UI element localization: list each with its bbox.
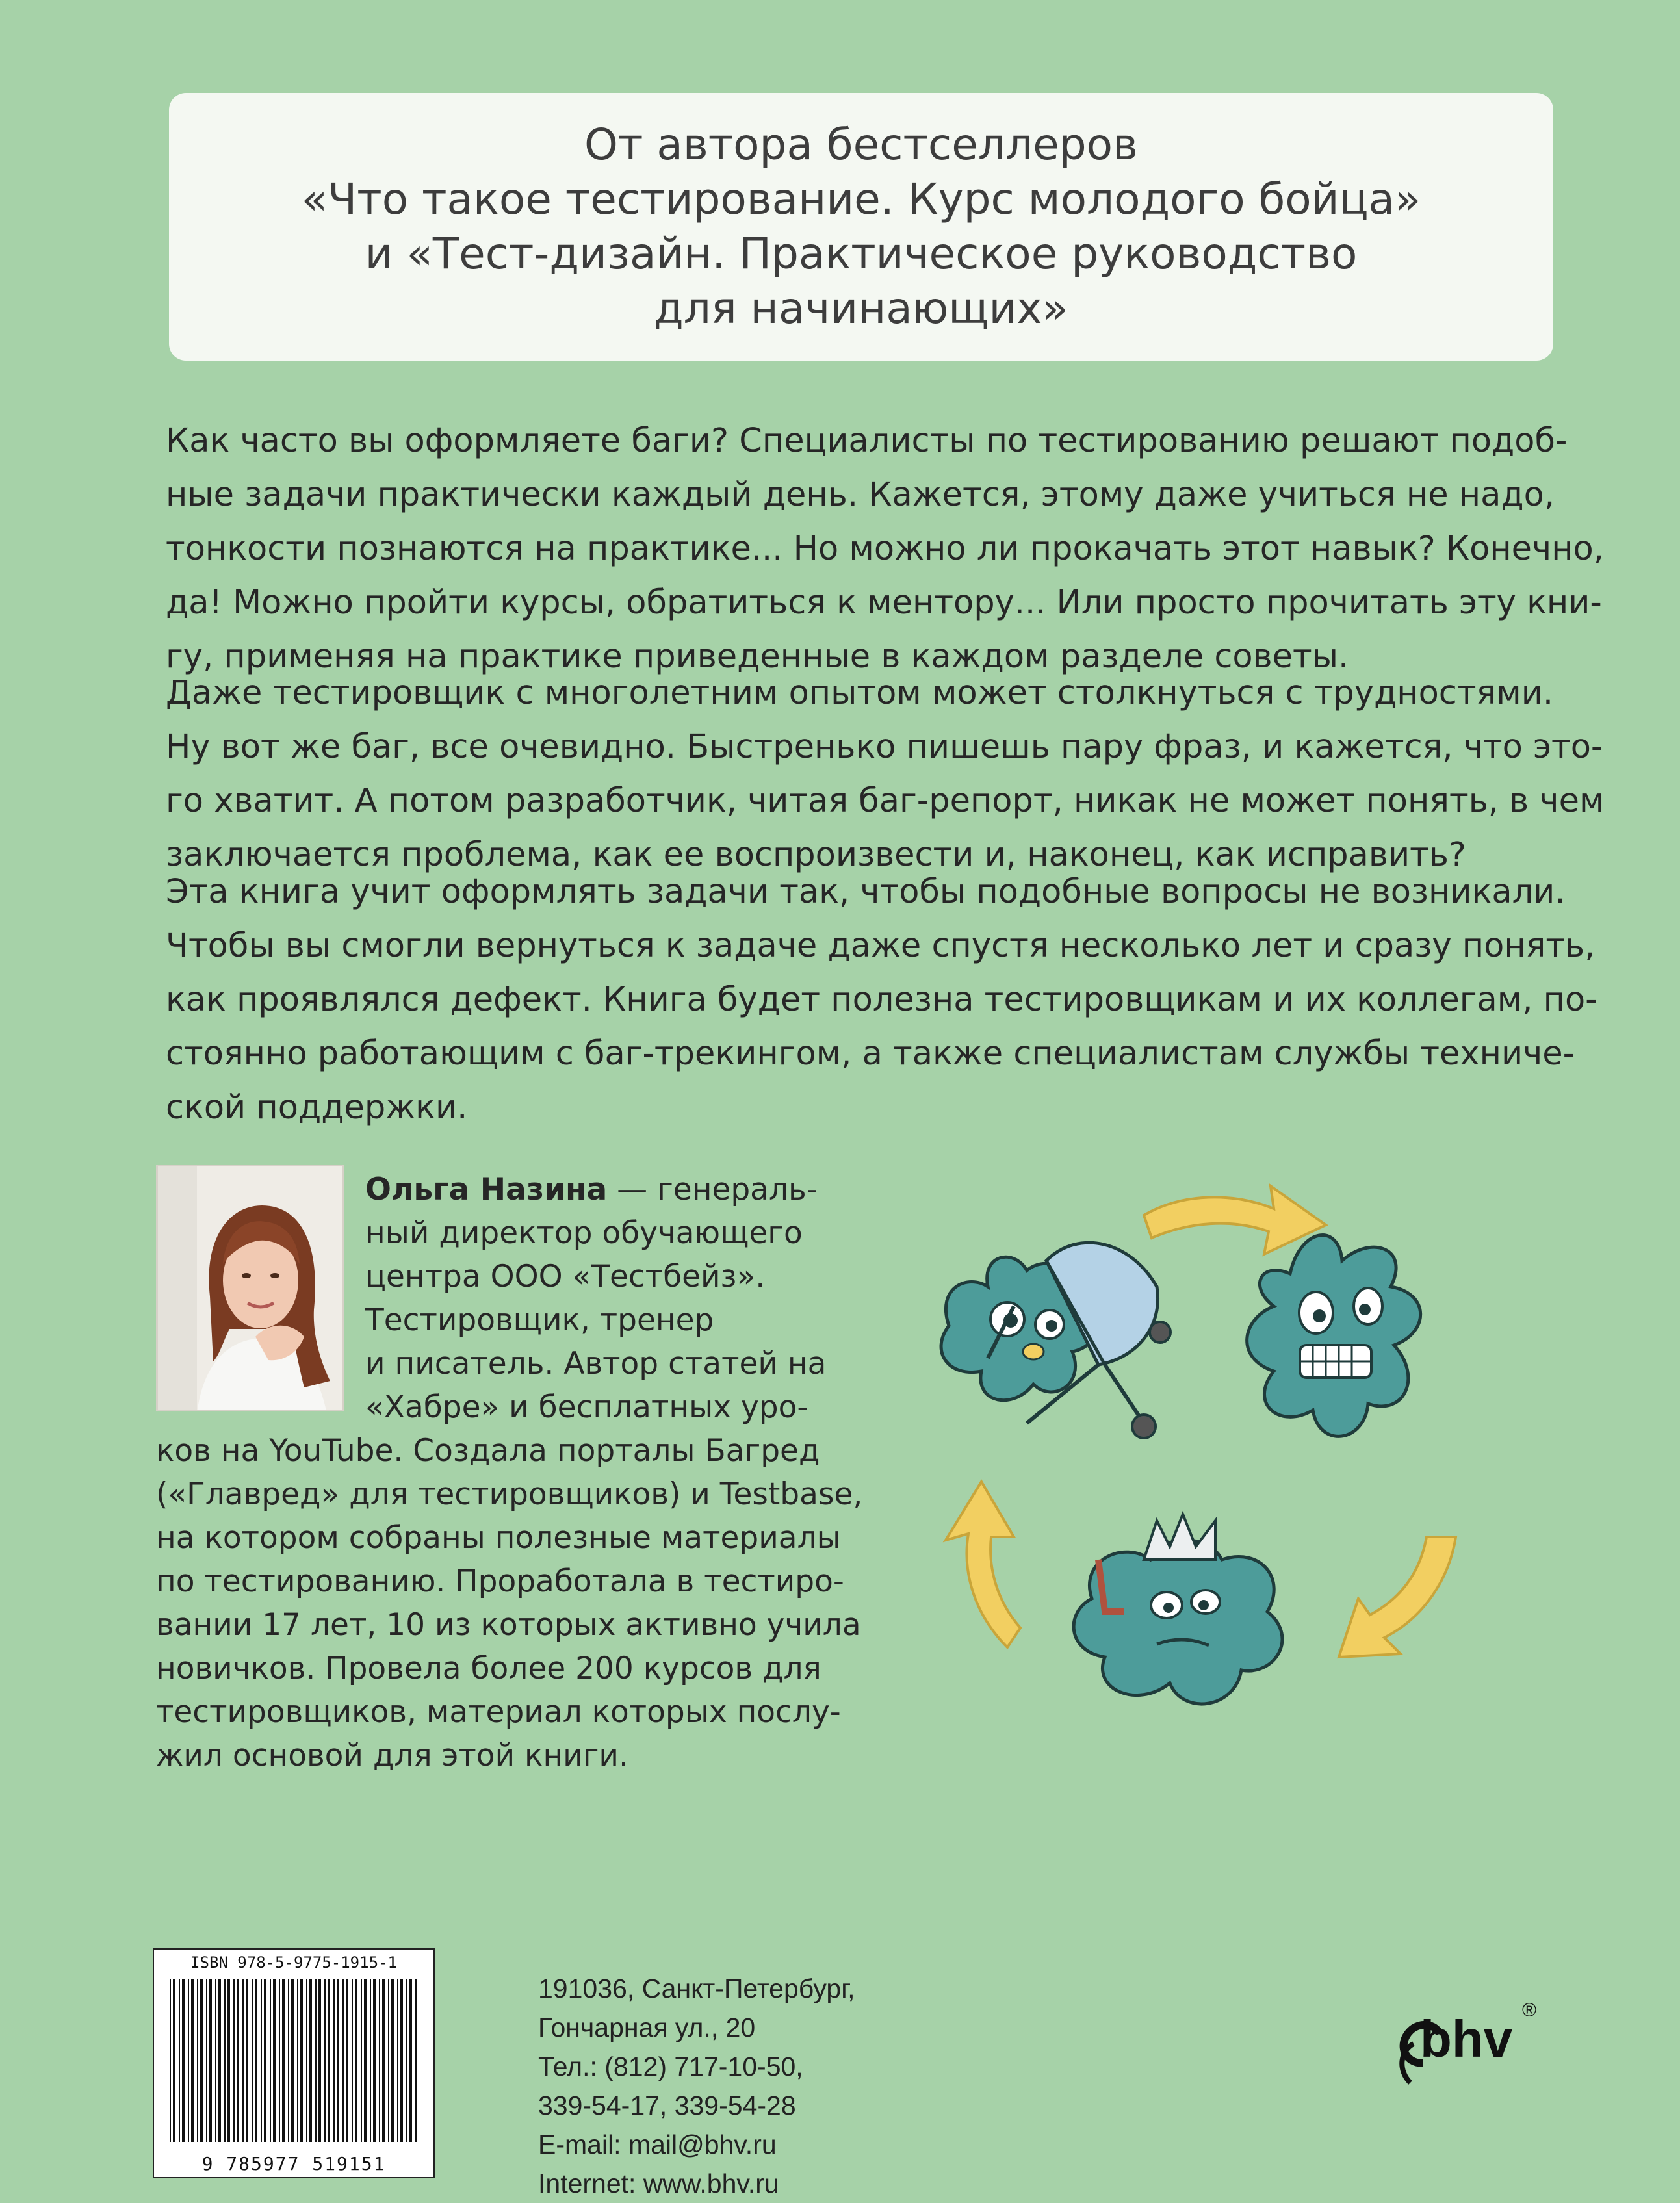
- paragraph-line: ные задачи практически каждый день. Кажется, этому даже учиться не надо,: [166, 476, 1555, 514]
- barcode-bar: [291, 1979, 294, 2142]
- barcode-bar: [255, 1979, 257, 2142]
- barcode-bar: [352, 1979, 353, 2142]
- barcode-bar: [170, 1979, 171, 2142]
- barcode-bar: [242, 1979, 244, 2142]
- author-bio-line: жил основой для этой книги.: [156, 1738, 628, 1773]
- barcode-bar: [252, 1979, 253, 2142]
- barcode-bar: [191, 1979, 194, 2142]
- author-bio-line: ков на YouTube. Создала порталы Багред: [156, 1433, 820, 1469]
- author-bio-line: на котором собраны полезные материалы: [156, 1520, 841, 1556]
- barcode-bar: [306, 1979, 307, 2142]
- barcode-bar: [388, 1979, 389, 2142]
- barcode-bar: [300, 1979, 303, 2142]
- paragraph-line: Даже тестировщик с многолетним опытом может столкнуться с трудностями.: [166, 674, 1554, 712]
- barcode-bar: [382, 1979, 385, 2142]
- address-line: Internet: www.bhv.ru: [538, 2169, 779, 2198]
- barcode-bar: [218, 1979, 221, 2142]
- barcode-bar: [346, 1979, 348, 2142]
- barcode-bar: [370, 1979, 371, 2142]
- publisher-address: [538, 1969, 855, 2203]
- author-bio-line: вании 17 лет, 10 из которых активно учила: [156, 1607, 861, 1643]
- arrow-icon: [1339, 1537, 1456, 1657]
- paragraph-line: Эта книга учит оформлять задачи так, чтобы подобные вопросы не возникали.: [166, 873, 1566, 911]
- barcode-bar: [273, 1979, 276, 2142]
- paragraph-line: стоянно работающим с баг-трекингом, а также специалистам службы техниче-: [166, 1035, 1575, 1073]
- barcode-bar: [337, 1979, 339, 2142]
- isbn-label: ISBN 978-5-9775-1915-1: [190, 1953, 397, 1972]
- barcode-bar: [333, 1979, 335, 2142]
- author-bio-line: ный директор обучающего: [365, 1215, 803, 1251]
- description-paragraph-1: [166, 414, 1604, 684]
- top-banner: [169, 93, 1553, 361]
- paragraph-line: да! Можно пройти курсы, обратиться к ментору... Или просто прочитать эту кни-: [166, 584, 1602, 622]
- author-name: Ольга Назина: [365, 1172, 608, 1207]
- address-line: Гончарная ул., 20: [538, 2013, 756, 2042]
- banner-line: «Что такое тестирование. Курс молодого бойца»: [301, 174, 1421, 224]
- barcode-bar: [246, 1979, 248, 2142]
- description-paragraph-2: [166, 666, 1605, 882]
- barcode-bar: [355, 1979, 357, 2142]
- barcode-bar: [188, 1979, 189, 2142]
- barcode-bar: [233, 1979, 235, 2142]
- barcode-bar: [200, 1979, 203, 2142]
- author-bio-line: тестировщиков, материал которых послу-: [156, 1694, 841, 1730]
- barcode-bar: [215, 1979, 216, 2142]
- barcode-bar: [237, 1979, 239, 2142]
- barcode-bar: [264, 1979, 266, 2142]
- author-bio-line: по тестированию. Проработала в тестиро-: [156, 1564, 844, 1599]
- barcode-bar: [364, 1979, 367, 2142]
- barcode-bar: [400, 1979, 403, 2142]
- angry-bug-icon: [1247, 1235, 1421, 1437]
- address-line: Тел.: (812) 717-10-50,: [538, 2052, 803, 2081]
- bhv-logo: [1384, 1985, 1547, 2096]
- paragraph-line: Как часто вы оформляете баги? Специалисты по тестированию решают подоб-: [166, 422, 1568, 460]
- barcode-bar: [261, 1979, 262, 2142]
- barcode-bar: [315, 1979, 317, 2142]
- address-line: 339-54-17, 339-54-28: [538, 2091, 796, 2120]
- author-bio-line: («Главред» для тестировщиков) и Testbase,: [156, 1476, 863, 1512]
- barcode-bar: [406, 1979, 407, 2142]
- barcode-bar: [288, 1979, 289, 2142]
- barcode-bar: [182, 1979, 185, 2142]
- bug-lifecycle-illustration: [910, 1157, 1560, 1774]
- barcode-bar: [324, 1979, 326, 2142]
- paragraph-line: тонкости познаются на практике... Но можно ли прокачать этот навык? Конечно,: [166, 530, 1604, 568]
- barcode-bar: [227, 1979, 230, 2142]
- barcode-bar: [342, 1979, 344, 2142]
- banner-line: и «Тест-дизайн. Практическое руководство: [365, 229, 1358, 279]
- author-first-line-rest: — генераль-: [607, 1172, 818, 1207]
- paragraph-line: Ну вот же баг, все очевидно. Быстренько пишешь пару фраз, и кажется, что это-: [166, 728, 1603, 766]
- barcode-bar: [179, 1979, 180, 2142]
- author-bio-line: центра ООО «Тестбейз».: [365, 1259, 766, 1295]
- barcode-bar: [318, 1979, 321, 2142]
- banner-line: От автора бестселлеров: [584, 120, 1138, 170]
- author-photo: [156, 1165, 344, 1411]
- barcode-bar: [415, 1979, 417, 2142]
- barcode-bar: [391, 1979, 394, 2142]
- address-line: E-mail: mail@bhv.ru: [538, 2130, 777, 2159]
- old-bug-icon: [1074, 1514, 1282, 1704]
- barcode-bar: [328, 1979, 330, 2142]
- barcode-bar: [197, 1979, 198, 2142]
- barcode-icon: [167, 1979, 420, 2142]
- barcode-bar: [361, 1979, 362, 2142]
- author-bio-full: [156, 1429, 863, 1777]
- registered-mark: ®: [1522, 2000, 1537, 2021]
- author-bio-line: и писатель. Автор статей на: [365, 1346, 827, 1382]
- barcode-bar: [373, 1979, 376, 2142]
- paragraph-line: заключается проблема, как ее воспроизвести и, наконец, как исправить?: [166, 836, 1466, 874]
- barcode-bar: [297, 1979, 298, 2142]
- isbn-barcode: [153, 1948, 435, 2178]
- paragraph-line: как проявлялся дефект. Книга будет полезна тестировщикам и их коллегам, по-: [166, 981, 1597, 1019]
- address-line: 191036, Санкт-Петербург,: [538, 1974, 855, 2003]
- banner-line: для начинающих»: [654, 283, 1068, 333]
- barcode-bar: [224, 1979, 226, 2142]
- isbn-digits: 9 785977 519151: [201, 2153, 386, 2174]
- author-bio-line: «Хабре» и бесплатных уро-: [365, 1389, 808, 1425]
- author-bio-line: Тестировщик, тренер: [365, 1302, 714, 1338]
- barcode-bar: [209, 1979, 212, 2142]
- barcode-bar: [279, 1979, 280, 2142]
- barcode-bar: [397, 1979, 398, 2142]
- barcode-bar: [206, 1979, 207, 2142]
- paragraph-line: го хватит. А потом разработчик, читая баг-репорт, никак не может понять, в чем: [166, 782, 1605, 820]
- paragraph-line: ской поддержки.: [166, 1089, 468, 1127]
- arrow-icon: [946, 1482, 1020, 1647]
- barcode-bar: [409, 1979, 412, 2142]
- barcode-bar: [309, 1979, 312, 2142]
- arrow-icon: [1144, 1186, 1326, 1254]
- paragraph-line: гу, применяя на практике приведенные в каждом разделе советы.: [166, 638, 1349, 676]
- barcode-bar: [379, 1979, 380, 2142]
- paragraph-line: Чтобы вы смогли вернуться к задаче даже спустя несколько лет и сразу понять,: [166, 927, 1596, 965]
- description-paragraph-3: [166, 865, 1597, 1135]
- author-bio-line: новичков. Провела более 200 курсов для: [156, 1651, 821, 1686]
- barcode-bar: [173, 1979, 175, 2142]
- barcode-bar: [282, 1979, 285, 2142]
- barcode-bar: [270, 1979, 271, 2142]
- logo-text: bhv: [1420, 2010, 1513, 2068]
